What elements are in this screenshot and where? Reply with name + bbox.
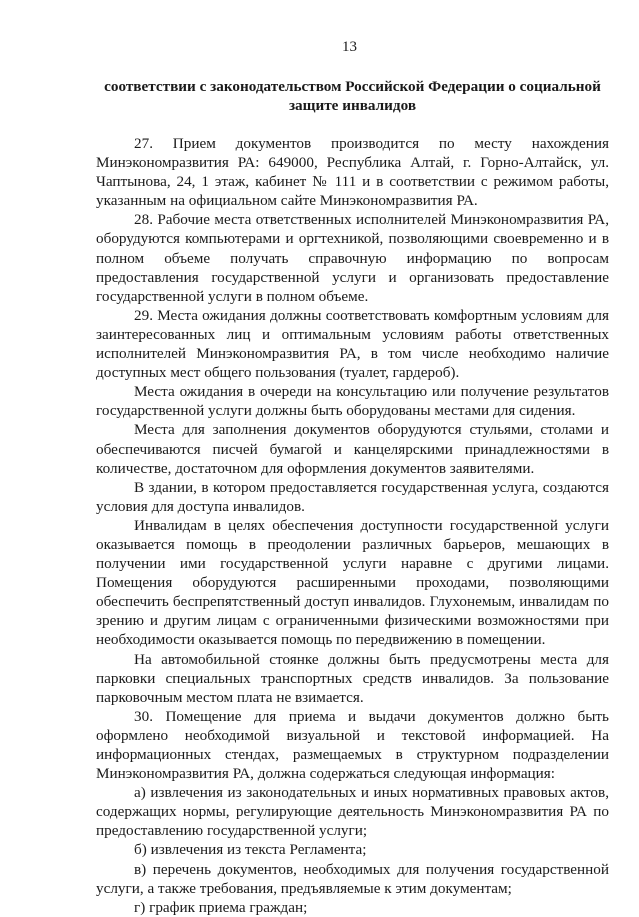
page-number: 13 xyxy=(342,39,357,55)
paragraph-form-filling-places: Места для заполнения документов оборудуются стульями, столами и обеспечиваются писчей бумагой и канцелярскими принадлежностями в количестве, достаточном для оформления документов заявителями. xyxy=(96,421,609,477)
paragraph-28: 28. Рабочие места ответственных исполнителей Минэкономразвития РА, оборудуются компьютерами и оргтехникой, позволяющими своевременно и в полном объеме получать справочную информацию по вопросам предоставления государственной услуги и организовать предоставление государственной услуги в полном объеме. xyxy=(96,211,609,305)
paragraph-disabled-assistance: Инвалидам в целях обеспечения доступности государственной услуги оказывается помощь в преодолении различных барьеров, мешающих в получении ими государственной услуги наравне с другими лицами. Помещения оборудуются расширенными проходами, позволяющими обеспечить беспрепятственный доступ инвалидов. Глухонемым, инвалидам по зрению и другим лицам с ограниченными физическими возможностями при необходимости оказывается помощь по передвижению в помещении. xyxy=(96,516,609,649)
list-item-b: б) извлечения из текста Регламента; xyxy=(134,841,367,859)
list-item-v: в) перечень документов, необходимых для получения государственной услуги, а также требования, предъявляемые к этим документам; xyxy=(96,860,609,897)
body-text xyxy=(96,134,609,917)
section-heading: соответствии с законодательством Российской Федерации о социальной защите инвалидов xyxy=(104,78,601,114)
paragraph-30: 30. Помещение для приема и выдачи документов должно быть оформлено необходимой визуальной и текстовой информацией. На информационных стендах, размещаемых в структурном подразделении Минэкономразвития РА, должна содержаться следующая информация: xyxy=(96,707,609,783)
list-item-a: а) извлечения из законодательных и иных нормативных правовых актов, содержащих нормы, регулирующие деятельность Минэкономразвития РА по предоставлению государственной услуги; xyxy=(96,784,609,840)
paragraph-parking: На автомобильной стоянке должны быть предусмотрены места для парковки специальных транспортных средств инвалидов. За пользование парковочным местом плата не взимается. xyxy=(96,650,609,706)
paragraph-29: 29. Места ожидания должны соответствовать комфортным условиям для заинтересованных лиц и оптимальным условиям работы ответственных исполнителей Минэкономразвития РА, в том числе необходимо наличие доступных мест общего пользования (туалет, гардероб). xyxy=(96,306,609,382)
paragraph-27: 27. Прием документов производится по месту нахождения Минэкономразвития РА: 649000, Республика Алтай, г. Горно-Алтайск, ул. Чаптынова, 24, 1 этаж, кабинет № 111 и в соответствии с режимом работы, указанным на официальном сайте Минэкономразвития РА. xyxy=(96,135,609,210)
paragraph-building-access: В здании, в котором предоставляется государственная услуга, создаются условия для доступа инвалидов. xyxy=(96,478,609,515)
list-item-g: г) график приема граждан; xyxy=(134,898,308,916)
paragraph-waiting-places: Места ожидания в очереди на консультацию или получение результатов государственной услуги должны быть оборудованы местами для сидения. xyxy=(96,383,609,420)
